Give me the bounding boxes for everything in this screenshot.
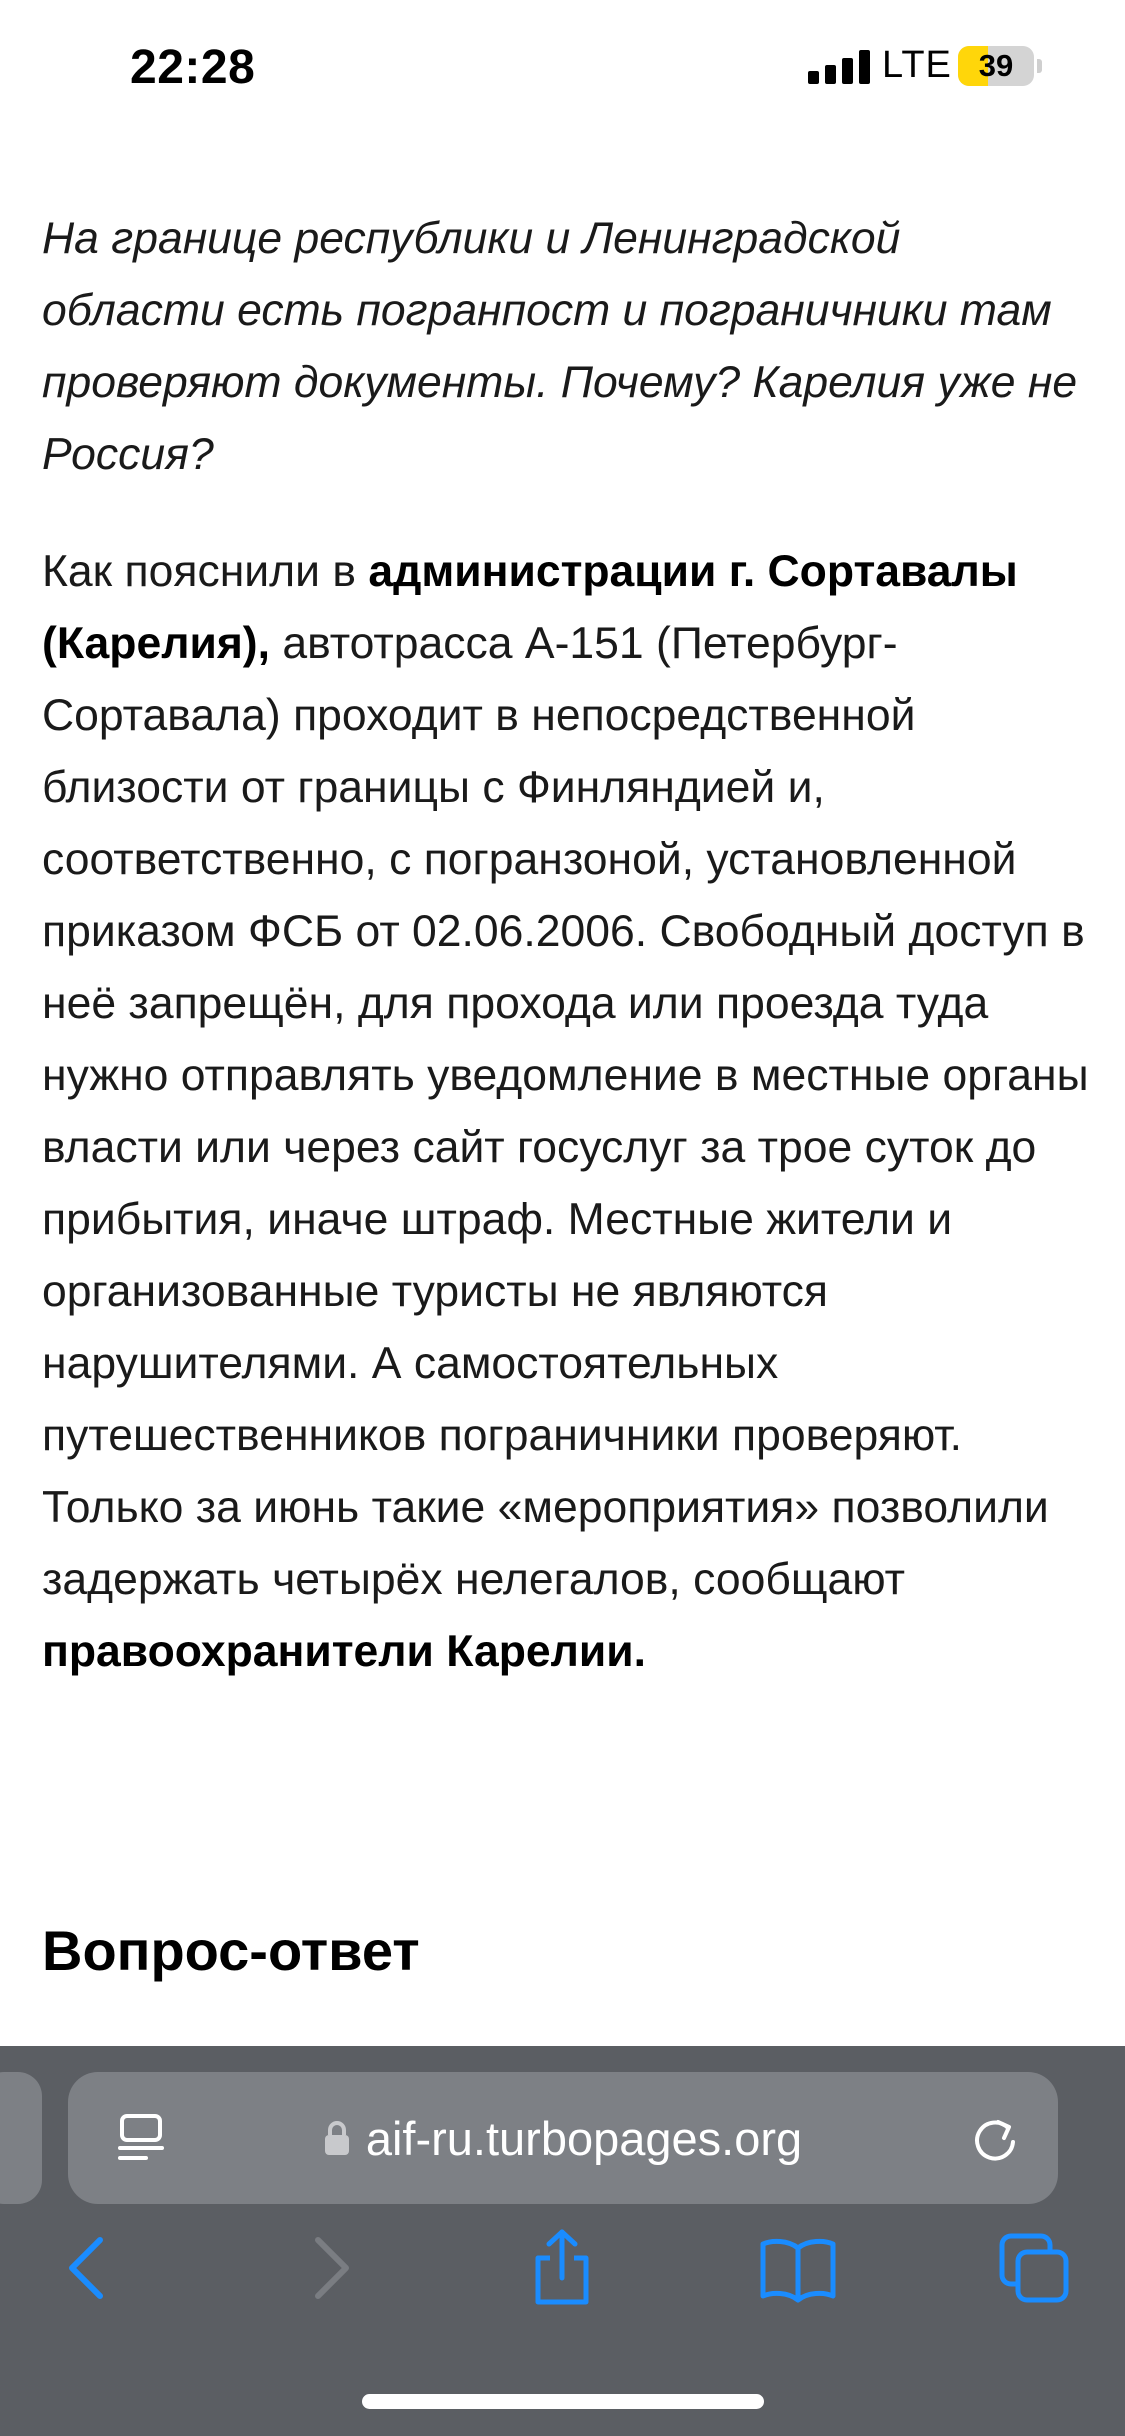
url-text: aif-ru.turbopages.org	[365, 2111, 803, 2165]
forward-icon[interactable]	[290, 2228, 370, 2308]
home-indicator[interactable]	[362, 2394, 764, 2409]
tabs-icon[interactable]	[994, 2228, 1074, 2308]
network-type: LTE	[882, 44, 952, 86]
answer-source-administration: администрации г. Сортавалы (Карелия),	[42, 547, 1018, 668]
answer-text-1: Как пояснили в	[42, 547, 369, 596]
battery-level: 39	[978, 48, 1014, 83]
status-bar	[0, 0, 1125, 130]
article-answer	[42, 536, 1092, 1688]
answer-text-2: автотрасса А-151 (Петербург-Сортавала) проходит в непосредственной близости от границы с Финляндией и, соответственно, с погранзоной, установленной приказом ФСБ от 02.06.2006. Свободный доступ в неё запрещён, для прохода или проезда туда нужно отправлять уведомление в местные органы власти или через сайт госуслуг за трое суток до прибытия, иначе штраф. Местные жители и организованные туристы не являются нарушителями. А самостоятельных путешественников пограничники проверяют. Только за июнь такие «мероприятия» позволили задержать четырёх нелегалов, сообщают	[42, 619, 1089, 1604]
article-question: На границе республики и Ленинградской области есть погранпост и пограничники там проверяют документы. Почему? Карелия уже не Россия?	[42, 214, 1078, 479]
answer-source-police: правоохранители Карелии.	[42, 1627, 647, 1676]
reload-icon[interactable]	[968, 2112, 1022, 2166]
share-icon[interactable]	[522, 2228, 602, 2308]
address-bar[interactable]	[68, 2072, 1058, 2204]
bookmarks-icon[interactable]	[758, 2228, 838, 2308]
previous-tab-peek[interactable]	[0, 2072, 42, 2204]
article-content	[42, 203, 1092, 1688]
cellular-signal-icon	[808, 50, 870, 84]
status-time: 22:28	[130, 41, 256, 94]
battery-icon	[958, 46, 1034, 86]
back-icon[interactable]	[48, 2228, 128, 2308]
lock-icon	[324, 2120, 350, 2156]
battery-cap	[1037, 59, 1042, 73]
url-display[interactable]	[68, 2072, 1058, 2204]
section-title: Вопрос-ответ	[42, 1919, 420, 1982]
